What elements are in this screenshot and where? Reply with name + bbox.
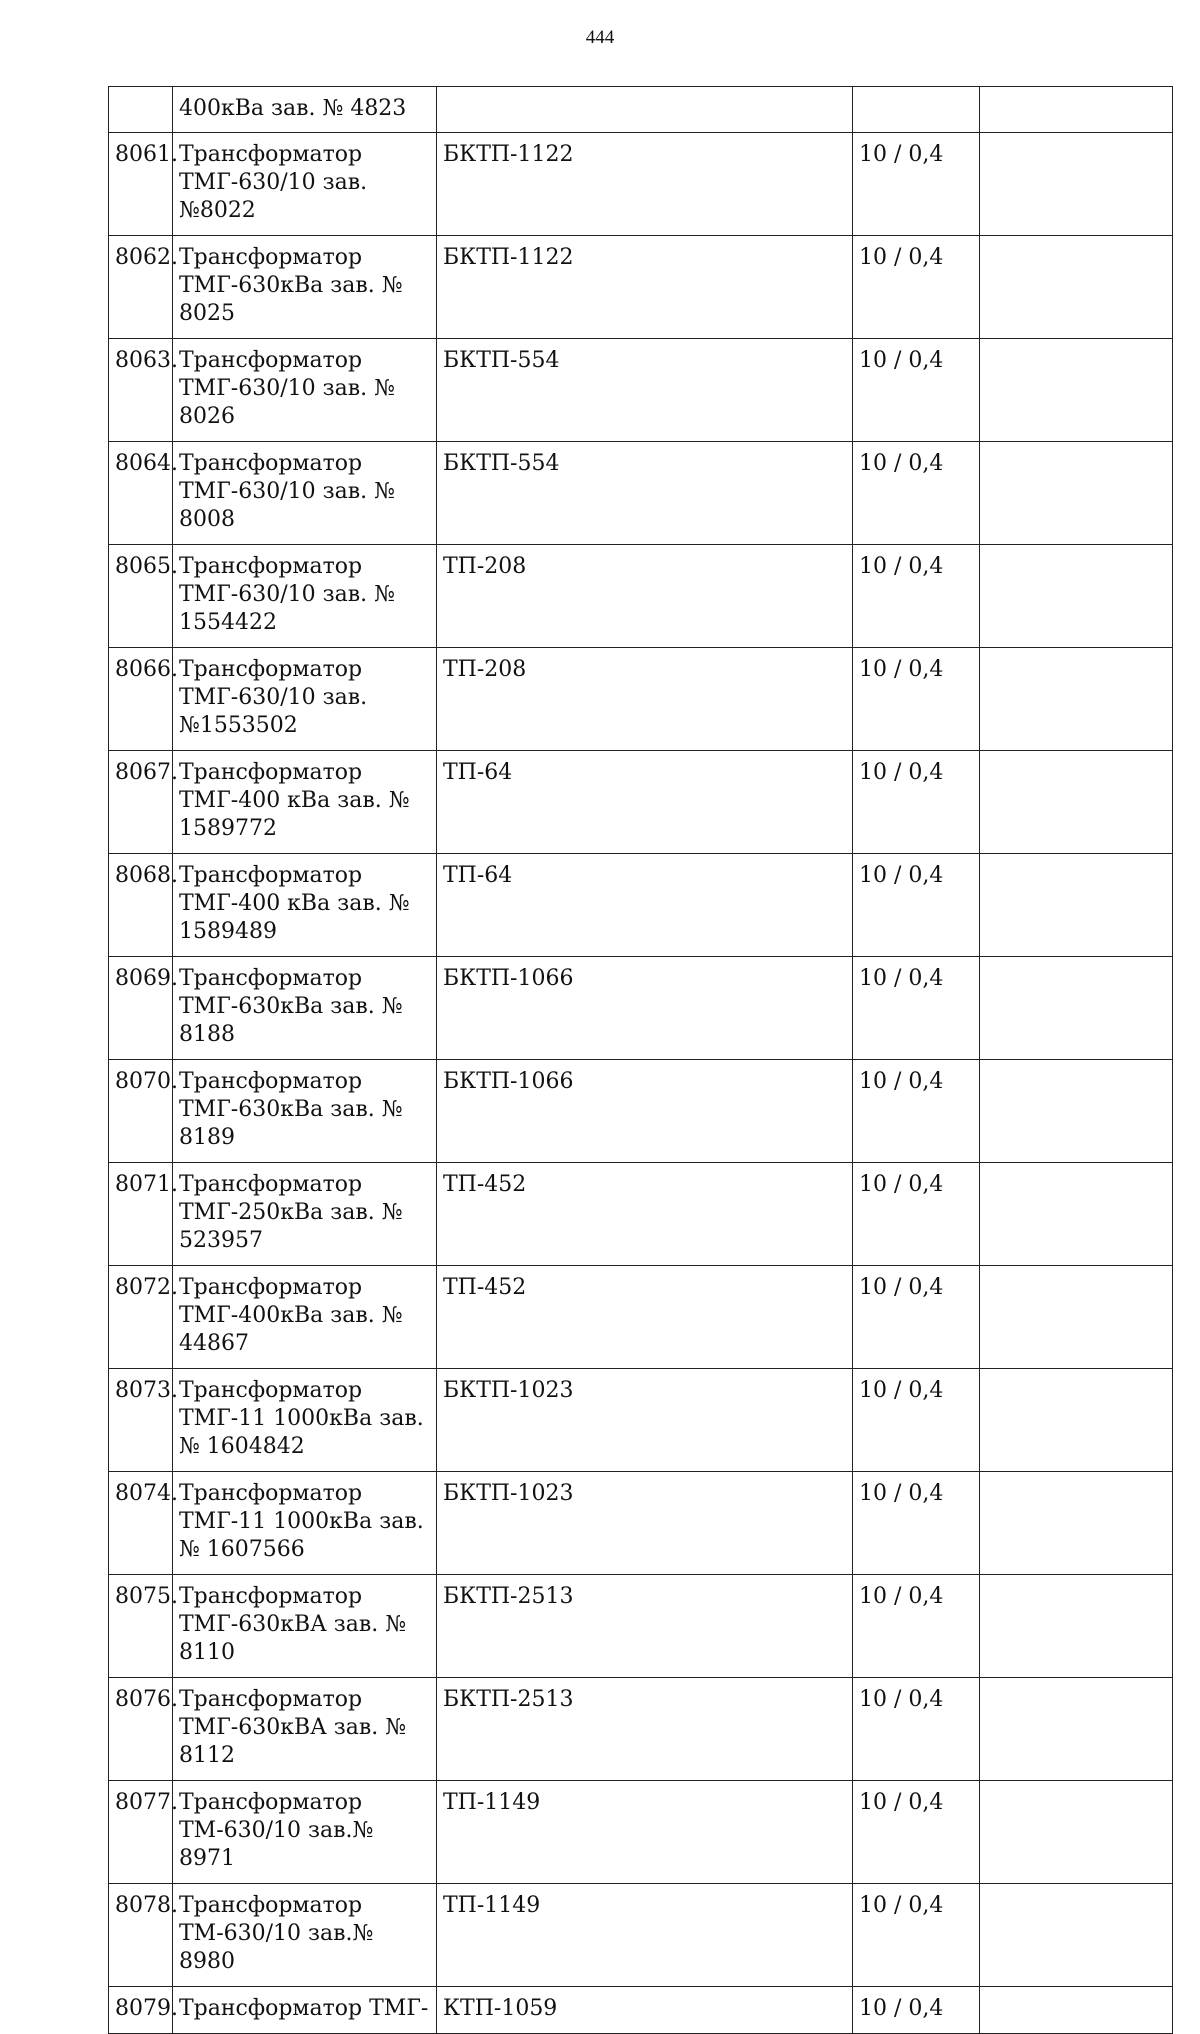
equipment-name-cell: Трансформатор ТМГ-630/10 зав. №8022: [173, 133, 437, 236]
equipment-name-cell: Трансформатор ТМГ-: [173, 1987, 437, 2034]
table-row: [109, 1781, 1173, 1884]
row-number-cell: 8070.: [109, 1060, 173, 1163]
voltage-cell: 10 / 0,4: [853, 545, 980, 648]
location-cell: БКТП-2513: [437, 1678, 853, 1781]
location-cell: БКТП-554: [437, 339, 853, 442]
table-row: [109, 1369, 1173, 1472]
location-cell: ТП-452: [437, 1163, 853, 1266]
extra-cell: [980, 87, 1173, 133]
row-number-cell: 8079.: [109, 1987, 173, 2034]
equipment-name-cell: 400кВа зав. № 4823: [173, 87, 437, 133]
row-number-cell: 8065.: [109, 545, 173, 648]
location-cell: ТП-1149: [437, 1781, 853, 1884]
extra-cell: [980, 1884, 1173, 1987]
location-cell: ТП-64: [437, 854, 853, 957]
equipment-name-cell: Трансформатор ТМГ-400 кВа зав. № 1589772: [173, 751, 437, 854]
location-cell: ТП-1149: [437, 1884, 853, 1987]
table-row: [109, 751, 1173, 854]
table-row: [109, 442, 1173, 545]
location-cell: КТП-1059: [437, 1987, 853, 2034]
voltage-cell: 10 / 0,4: [853, 957, 980, 1060]
voltage-cell: 10 / 0,4: [853, 1060, 980, 1163]
row-number-cell: 8066.: [109, 648, 173, 751]
extra-cell: [980, 1575, 1173, 1678]
voltage-cell: 10 / 0,4: [853, 1163, 980, 1266]
row-number-cell: 8074.: [109, 1472, 173, 1575]
table-body: [109, 87, 1173, 2034]
table-row: [109, 236, 1173, 339]
row-number-cell: [109, 87, 173, 133]
equipment-name-cell: Трансформатор ТМГ-250кВа зав. № 523957: [173, 1163, 437, 1266]
location-cell: БКТП-1023: [437, 1472, 853, 1575]
equipment-name-cell: Трансформатор ТМГ-630/10 зав. № 8026: [173, 339, 437, 442]
equipment-name-cell: Трансформатор ТМГ-630кВА зав. № 8110: [173, 1575, 437, 1678]
equipment-name-cell: Трансформатор ТМГ-630кВА зав. № 8112: [173, 1678, 437, 1781]
row-number-cell: 8072.: [109, 1266, 173, 1369]
extra-cell: [980, 1472, 1173, 1575]
equipment-name-cell: Трансформатор ТМГ-630кВа зав. № 8025: [173, 236, 437, 339]
extra-cell: [980, 236, 1173, 339]
location-cell: БКТП-1023: [437, 1369, 853, 1472]
equipment-name-cell: Трансформатор ТМГ-630/10 зав. № 8008: [173, 442, 437, 545]
equipment-name-cell: Трансформатор ТМГ-11 1000кВа зав. № 1607566: [173, 1472, 437, 1575]
extra-cell: [980, 1060, 1173, 1163]
equipment-name-cell: Трансформатор ТМ-630/10 зав.№ 8971: [173, 1781, 437, 1884]
table-row: [109, 87, 1173, 133]
row-number-cell: 8061.: [109, 133, 173, 236]
table-row: [109, 648, 1173, 751]
page-number: 444: [585, 27, 615, 48]
row-number-cell: 8064.: [109, 442, 173, 545]
location-cell: БКТП-1122: [437, 236, 853, 339]
table-row: [109, 854, 1173, 957]
table-row: [109, 1884, 1173, 1987]
row-number-cell: 8068.: [109, 854, 173, 957]
extra-cell: [980, 1163, 1173, 1266]
equipment-table: [108, 86, 1173, 2034]
extra-cell: [980, 648, 1173, 751]
equipment-name-cell: Трансформатор ТМГ-630/10 зав. № 1554422: [173, 545, 437, 648]
location-cell: БКТП-1066: [437, 1060, 853, 1163]
extra-cell: [980, 1781, 1173, 1884]
extra-cell: [980, 854, 1173, 957]
equipment-name-cell: Трансформатор ТМГ-11 1000кВа зав. № 1604842: [173, 1369, 437, 1472]
extra-cell: [980, 545, 1173, 648]
table-row: [109, 1678, 1173, 1781]
voltage-cell: 10 / 0,4: [853, 648, 980, 751]
location-cell: БКТП-554: [437, 442, 853, 545]
table-row: [109, 1266, 1173, 1369]
equipment-name-cell: Трансформатор ТМГ-630кВа зав. № 8188: [173, 957, 437, 1060]
table-row: [109, 133, 1173, 236]
extra-cell: [980, 1266, 1173, 1369]
equipment-name-cell: Трансформатор ТМГ-400кВа зав. № 44867: [173, 1266, 437, 1369]
voltage-cell: 10 / 0,4: [853, 854, 980, 957]
location-cell: БКТП-2513: [437, 1575, 853, 1678]
table-row: [109, 1575, 1173, 1678]
table-row: [109, 1987, 1173, 2034]
voltage-cell: 10 / 0,4: [853, 1472, 980, 1575]
extra-cell: [980, 751, 1173, 854]
voltage-cell: 10 / 0,4: [853, 1884, 980, 1987]
row-number-cell: 8077.: [109, 1781, 173, 1884]
extra-cell: [980, 1987, 1173, 2034]
row-number-cell: 8073.: [109, 1369, 173, 1472]
row-number-cell: 8062.: [109, 236, 173, 339]
table-row: [109, 545, 1173, 648]
row-number-cell: 8076.: [109, 1678, 173, 1781]
voltage-cell: 10 / 0,4: [853, 442, 980, 545]
voltage-cell: 10 / 0,4: [853, 1266, 980, 1369]
location-cell: БКТП-1066: [437, 957, 853, 1060]
row-number-cell: 8067.: [109, 751, 173, 854]
row-number-cell: 8075.: [109, 1575, 173, 1678]
row-number-cell: 8069.: [109, 957, 173, 1060]
row-number-cell: 8063.: [109, 339, 173, 442]
row-number-cell: 8078.: [109, 1884, 173, 1987]
location-cell: ТП-452: [437, 1266, 853, 1369]
table-row: [109, 339, 1173, 442]
extra-cell: [980, 442, 1173, 545]
table-row: [109, 1163, 1173, 1266]
equipment-name-cell: Трансформатор ТМГ-630кВа зав. № 8189: [173, 1060, 437, 1163]
voltage-cell: 10 / 0,4: [853, 1369, 980, 1472]
voltage-cell: 10 / 0,4: [853, 339, 980, 442]
location-cell: ТП-208: [437, 648, 853, 751]
table-row: [109, 1472, 1173, 1575]
extra-cell: [980, 957, 1173, 1060]
voltage-cell: 10 / 0,4: [853, 1781, 980, 1884]
voltage-cell: 10 / 0,4: [853, 1987, 980, 2034]
row-number-cell: 8071.: [109, 1163, 173, 1266]
table-row: [109, 1060, 1173, 1163]
extra-cell: [980, 133, 1173, 236]
extra-cell: [980, 339, 1173, 442]
voltage-cell: 10 / 0,4: [853, 1575, 980, 1678]
table-row: [109, 957, 1173, 1060]
voltage-cell: 10 / 0,4: [853, 751, 980, 854]
location-cell: ТП-64: [437, 751, 853, 854]
equipment-name-cell: Трансформатор ТМ-630/10 зав.№ 8980: [173, 1884, 437, 1987]
voltage-cell: 10 / 0,4: [853, 133, 980, 236]
voltage-cell: 10 / 0,4: [853, 236, 980, 339]
voltage-cell: 10 / 0,4: [853, 1678, 980, 1781]
extra-cell: [980, 1678, 1173, 1781]
equipment-name-cell: Трансформатор ТМГ-400 кВа зав. № 1589489: [173, 854, 437, 957]
location-cell: [437, 87, 853, 133]
location-cell: БКТП-1122: [437, 133, 853, 236]
location-cell: ТП-208: [437, 545, 853, 648]
voltage-cell: [853, 87, 980, 133]
extra-cell: [980, 1369, 1173, 1472]
equipment-name-cell: Трансформатор ТМГ-630/10 зав. №1553502: [173, 648, 437, 751]
